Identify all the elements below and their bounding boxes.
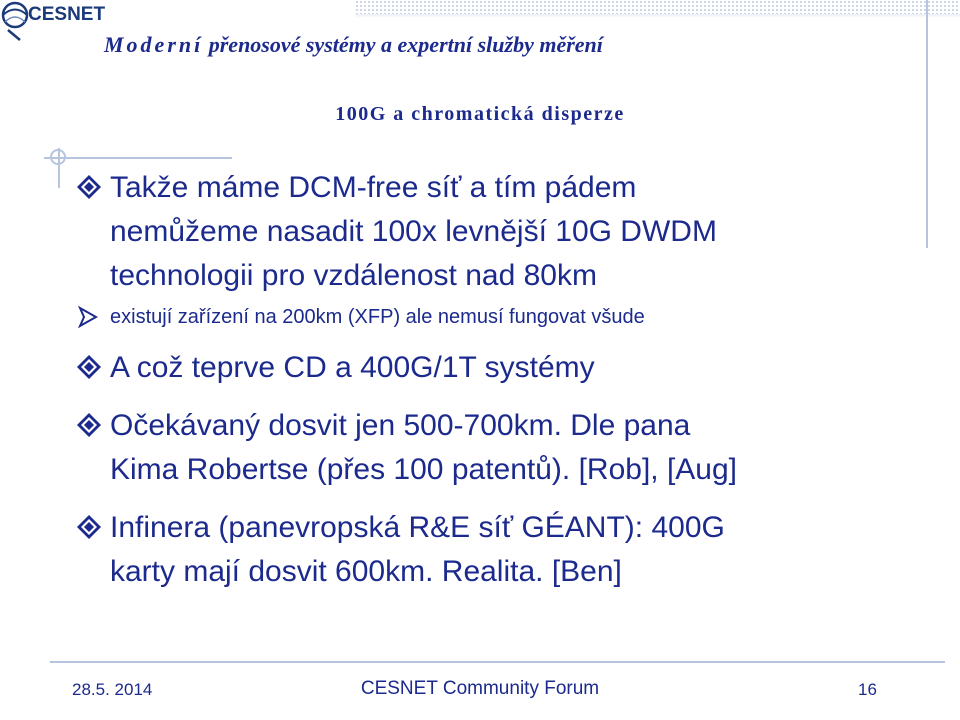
footer-date: 28.5. 2014 [72,680,153,699]
bullet-1 [72,166,932,298]
sub-bullet-1 [72,302,932,332]
bullet-3-line-2: Kima Robertse (přes 100 patentů). [Rob], [Aug] [110,453,737,486]
diamond-bullet-icon [76,174,102,200]
title-part-2: přenosové systémy a expertní služby měření [203,32,603,57]
bullet-4-line-1: Infinera (panevropská R&E síť GÉANT): 400G [110,511,725,544]
crosshair-horizontal [44,157,232,159]
bullet-1-line-3: technologii pro vzdálenost nad 80km [110,259,597,292]
bullet-1-line-1: Takže máme DCM-free síť a tím pádem [110,171,637,204]
logo-text: CESNET [28,4,106,25]
bullet-3-line-1: Očekávaný dosvit jen 500-700km. Dle pana [110,409,691,442]
header-texture-fade [355,14,960,18]
bullet-3 [72,404,932,492]
slide-subtitle: 100G a chromatická disperze [335,103,625,125]
footer-page-number: 16 [858,680,877,699]
bullet-2 [72,346,932,390]
bullet-1-line-2: nemůžeme nasadit 100x levnější 10G DWDM [110,215,717,248]
footer-divider [50,661,945,663]
diamond-bullet-icon [76,412,102,438]
title-part-1: Moderní [104,32,204,57]
bullet-4 [72,506,932,594]
crosshair-circle [50,149,66,165]
bullet-2-line-1: A což teprve CD a 400G/1T systémy [110,351,595,384]
slide-content [72,166,932,594]
diamond-bullet-icon [76,354,102,380]
diamond-bullet-icon [76,514,102,540]
sub-bullet-1-line-1: existují zařízení na 200km (XFP) ale nemusí fungovat všude [110,306,645,328]
header-texture [355,0,960,14]
footer-event-name: CESNET Community Forum [360,678,600,699]
arrow-bullet-icon [78,306,98,328]
bullet-4-line-2: karty mají dosvit 600km. Realita. [Ben] [110,555,622,588]
presentation-title [104,32,603,58]
